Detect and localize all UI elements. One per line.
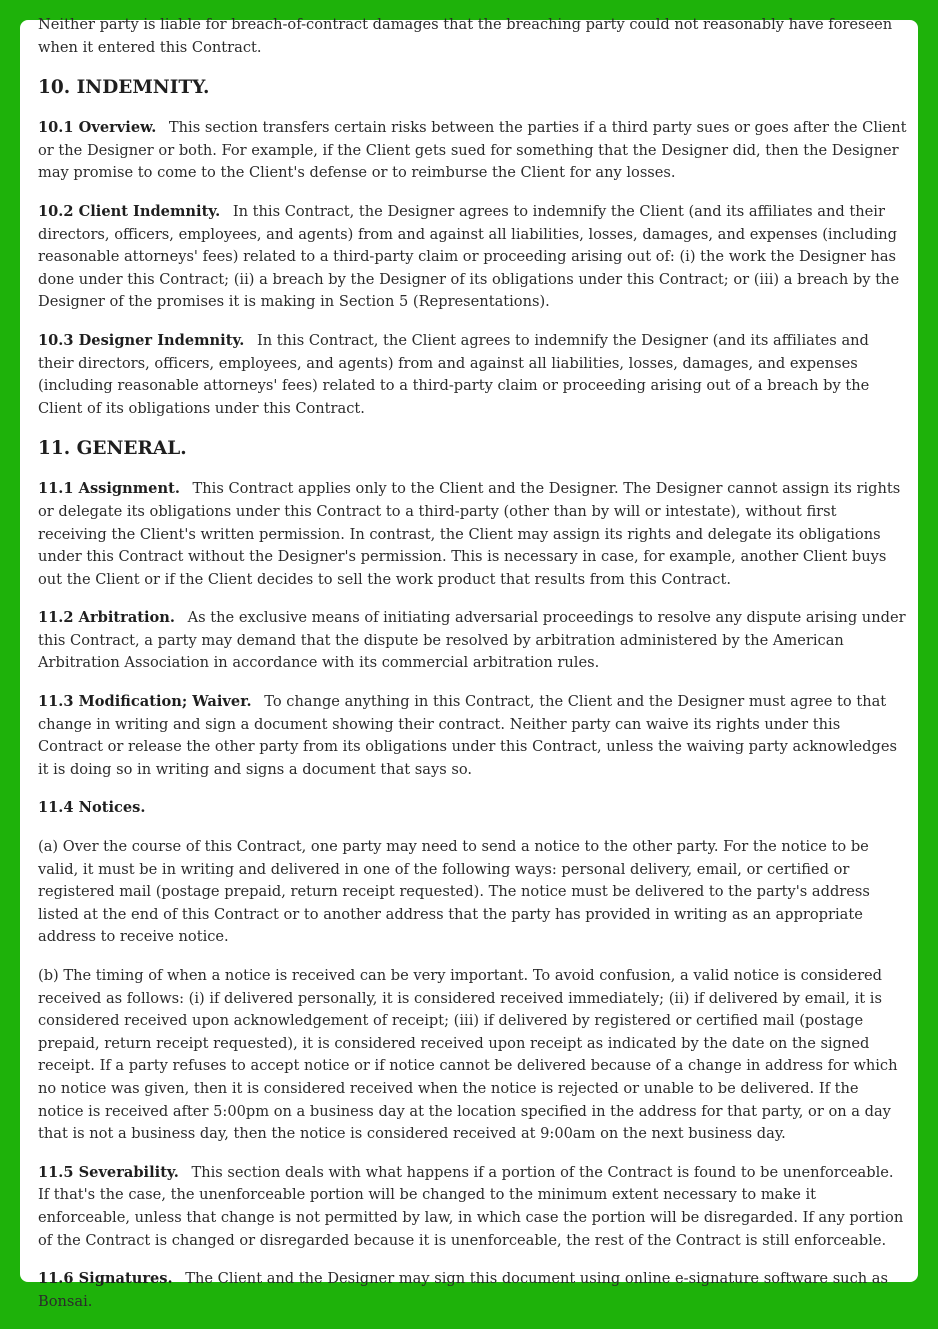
clause-title: 11.4 Notices. — [38, 799, 146, 817]
clause-title: 11.2 Arbitration. — [38, 609, 175, 627]
clause-text: The Client and the Designer may sign this document using online e-signature software such as Bonsai. — [38, 1270, 888, 1310]
clause-title: 11.5 Severability. — [38, 1163, 179, 1181]
clause-client-indemnity — [38, 201, 908, 314]
contract-content — [38, 14, 908, 1329]
clause-arbitration — [38, 607, 908, 675]
clause-assignment — [38, 478, 908, 591]
clause-notices-b — [38, 965, 908, 1146]
intro-paragraph — [38, 14, 908, 59]
clause-text: As the exclusive means of initiating adversarial proceedings to resolve any dispute arising under this Contract, a party may demand that the dispute be resolved by arbitration administered by the American Arbitration Association in accordance with its commercial arbitration rules. — [38, 609, 906, 672]
section-heading-general: 11. GENERAL. — [38, 438, 187, 460]
contract-page — [20, 16, 918, 1310]
intro-text: Neither party is liable for breach-of-contract damages that the breaching party could not reasonably have foreseen when it entered this Contract. — [38, 16, 893, 56]
clause-severability — [38, 1162, 908, 1252]
clause-text: In this Contract, the Designer agrees to indemnify the Client (and its affiliates and their directors, officers, employees, and agents) from and against all liabilities, losses, damages, and expenses (including reasonable attorneys' fees) related to a third-party claim or proceeding arising out of: (i) the work the Designer has done under this Contract; (ii) a breach by the Designer of its obligations under this Contract; or (iii) a breach by the Designer of the promises it is making in Section 5 (Representations). — [38, 202, 900, 311]
clause-title: 10.1 Overview. — [38, 119, 157, 137]
clause-text: (a) Over the course of this Contract, one party may need to send a notice to the other party. For the notice to be valid, it must be in writing and delivered in one of the following ways: personal delivery, email, or certified or registered mail (postage prepaid, return receipt requested). The notice must be delivered to the party's address listed at the end of this Contract or to another address that the party has provided in writing as an appropriate address to receive notice. — [38, 838, 870, 946]
clause-text: This section transfers certain risks between the parties if a third party sues or goes after the Client or the Designer or both. For example, if the Client gets sued for something that the Designer did, then the Designer may promise to come to the Client's defense or to reimburse the Client for any losses. — [38, 119, 907, 182]
clause-signatures — [38, 1268, 908, 1313]
clause-text: This Contract applies only to the Client and the Designer. The Designer cannot assign its rights or delegate its obligations under this Contract to a third-party (other than by will or intestate), without first receiving the Client's written permission. In contrast, the Client may assign its rights and delegate its obligations under this Contract without the Designer's permission. This is necessary in case, for example, another Client buys out the Client or if the Client decides to sell the work product that results from this Contract. — [38, 480, 901, 588]
clause-text: To change anything in this Contract, the Client and the Designer must agree to that change in writing and sign a document showing their contract. Neither party can waive its rights under this Contract or release the other party from its obligations under this Contract, unless the waiving party acknowledges it is doing so in writing and signs a document that says so. — [38, 693, 897, 778]
clause-designer-indemnity — [38, 330, 908, 420]
clause-title: 10.3 Designer Indemnity. — [38, 331, 245, 349]
clause-title: 11.1 Assignment. — [38, 480, 180, 498]
section-heading-indemnity: 10. INDEMNITY. — [38, 77, 210, 99]
clause-text: This section deals with what happens if a portion of the Contract is found to be unenforceable. If that's the case, the unenforceable portion will be changed to the minimum extent necessary to make it enforceable, unless that change is not permitted by law, in which case the portion will be disregarded. If any portion of the Contract is changed or disregarded because it is unenforceable, the rest of the Contract is still enforceable. — [38, 1163, 904, 1249]
clause-text: In this Contract, the Client agrees to indemnify the Designer (and its affiliates and their directors, officers, employees, and agents) from and against all liabilities, losses, damages, and expenses (including reasonable attorneys' fees) related to a third-party claim or proceeding arising out of a breach by the Client of its obligations under this Contract. — [38, 331, 870, 417]
clause-modification-waiver — [38, 691, 908, 781]
clause-notices-a — [38, 836, 908, 949]
clause-overview — [38, 117, 908, 185]
clause-title: 11.3 Modification; Waiver. — [38, 693, 252, 711]
clause-title: 11.6 Signatures. — [38, 1270, 173, 1288]
clause-text: (b) The timing of when a notice is received can be very important. To avoid confusion, a valid notice is considered received as follows: (i) if delivered personally, it is considered received immediately; (ii) if delivered by email, it is considered received upon acknowledgement of receipt; (iii) if delivered by registered or certified mail (postage prepaid, return receipt requested), it is considered received upon receipt as indicated by the date on the signed receipt. If a party refuses to accept notice or if notice cannot be delivered because of a change in address for which no notice was given, then it is considered received when the notice is rejected or unable to be delivered. If the notice is received after 5:00pm on a business day at the location specified in the address for that party, or on a day that is not a business day, then the notice is considered received at 9:00am on the next business day. — [38, 967, 898, 1143]
clause-title: 10.2 Client Indemnity. — [38, 202, 221, 220]
clause-notices-heading — [38, 797, 908, 820]
